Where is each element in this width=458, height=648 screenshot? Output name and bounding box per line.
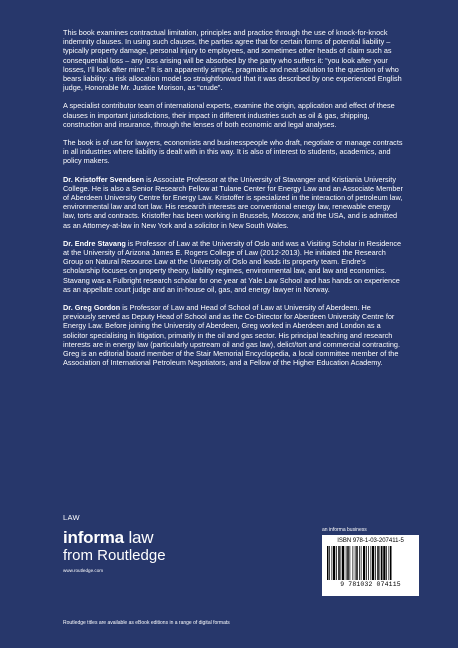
author-name: Dr. Greg Gordon [63, 303, 121, 313]
barcode-bar [381, 546, 383, 580]
barcode-bar [346, 546, 347, 580]
barcode-bar [341, 546, 342, 580]
barcode-box [322, 535, 419, 596]
description-paragraph-3: The book is of use for lawyers, economists and businesspeople who draft, negotiate or manage contracts in all industries where liability is dealt with in this way. It is also of interest to students, academics, and policy makers. [63, 138, 403, 166]
barcode-bar [347, 546, 349, 580]
barcode-bar [333, 546, 335, 580]
barcode-digits: 9 781032 074115 [340, 581, 401, 588]
barcode-bar [375, 546, 376, 580]
isbn-text: ISBN 978-1-03-207411-5 [337, 538, 404, 544]
barcode-bar [356, 546, 358, 580]
description-block [63, 28, 403, 377]
brand-suffix: law [123, 528, 154, 547]
author-bio-text: is Associate Professor at the University of Stavanger and Kristiania University College. He is also a Senior Research Fellow at Tulane Center for Energy Law and an Associate Member of Aberdeen University Centre for Energy Law. Kristoffer is specialized in the interaction of petroleum law, environmental law and tort law. His research interests are conventional energy law, renewable energy law, torts and contracts. Kristoffer has been working in Brussels, Moscow, and the USA, and is admitted as an Attorney-at-law in New York and a solicitor in New South Wales. [63, 174, 403, 230]
barcode-bar [329, 546, 330, 580]
barcode-bar [389, 546, 390, 580]
author-bio-text: is Professor of Law and Head of School of Law at University of Aberdeen. He previously served as Deputy Head of School and as the Co-Director for Aberdeen University Centre for Energy Law. Before joining the University of Aberdeen, Greg worked in Aberdeen and London as a solicitor specialising in litigation, primarily in the oil and gas sector. His principal teaching and research interests are in energy law (particularly upstream oil and gas law), delict/tort and commercial contracting. Greg is an editorial board member of the Stair Memorial Encyclopedia, a local committee member of the Association of International Petroleum Negotiators, and a Fellow of the Higher Education Academy. [63, 303, 401, 368]
barcode-bar [372, 546, 374, 580]
description-paragraph-2: A specialist contributor team of international experts, examine the origin, application and effect of these clauses in important jurisdictions, their impact in different industries such as oil & gas, shipping, construction and insurance, through the lenses of both economic and legal analyses. [63, 101, 395, 129]
author-bio-svendsen [63, 175, 403, 230]
author-bio-text: is Professor of Law at the University of Oslo and was a Visiting Scholar in Residence at the University of Arizona James E. Rogers College of Law (2012-2013). He initiated the Research Group on Natural Resource Law at the University of Oslo and leads its property team. Endre’s scholarship focuses on property theory, liability regimes, environmental law, and law and economics. Stavang was a Fulbright research scholar for one year at Yale Law School and has hands on experience as an appellate court judge and an in-house oil, gas, and energy lawyer in Norway. [63, 238, 402, 294]
barcode-bar [336, 546, 337, 580]
barcode-bar [390, 546, 392, 580]
author-name: Dr. Kristoffer Svendsen [63, 174, 145, 184]
barcode-area [322, 527, 419, 596]
author-bio-gordon [63, 303, 403, 367]
barcode-bar [368, 546, 369, 580]
barcode-bar [342, 546, 344, 580]
barcode-icon [326, 546, 415, 580]
description-paragraph-1: This book examines contractual limitation, principles and practice through the use of knock-for-knock indemnity clauses. In using such clauses, the parties agree that for certain forms of potential liability – typically property damage, personal injury to employees, and sometimes other heads of claim such as consequential loss – any loss arising will be absorbed by the party who suffers it: “you look after your losses, I’ll look after mine.” It is an apparently simple, pragmatic and neat solution to the question of who bears liability: a risk allocation model so straightforward that it was described by one experienced English judge, Honorable Mr. Justice Morison, as “crude”. [63, 28, 402, 93]
barcode-bar [386, 546, 387, 580]
barcode-bar [363, 546, 365, 580]
author-bio-stavang [63, 239, 403, 294]
barcode-bar [371, 546, 372, 580]
subject-category: LAW [63, 513, 80, 522]
barcode-bar [359, 546, 360, 580]
barcode-bar [327, 546, 329, 580]
barcode-bar [377, 546, 379, 580]
barcode-bar [366, 546, 367, 580]
barcode-bar [383, 546, 385, 580]
barcode-bar [380, 546, 381, 580]
brand-from: from Routledge [63, 547, 166, 564]
barcode-bar [350, 546, 351, 580]
publisher-url: www.routledge.com [63, 568, 104, 573]
business-label: an informa business [322, 527, 367, 533]
barcode-bar [361, 546, 362, 580]
barcode-bar [353, 546, 354, 580]
publisher-logo [63, 528, 166, 564]
barcode-bar [355, 546, 356, 580]
barcode-bar [338, 546, 340, 580]
author-name: Dr. Endre Stavang [63, 238, 126, 248]
ebook-footnote: Routledge titles are available as eBook editions in a range of digital formats [63, 620, 230, 626]
brand-name: informa [63, 528, 124, 547]
barcode-bar [332, 546, 333, 580]
